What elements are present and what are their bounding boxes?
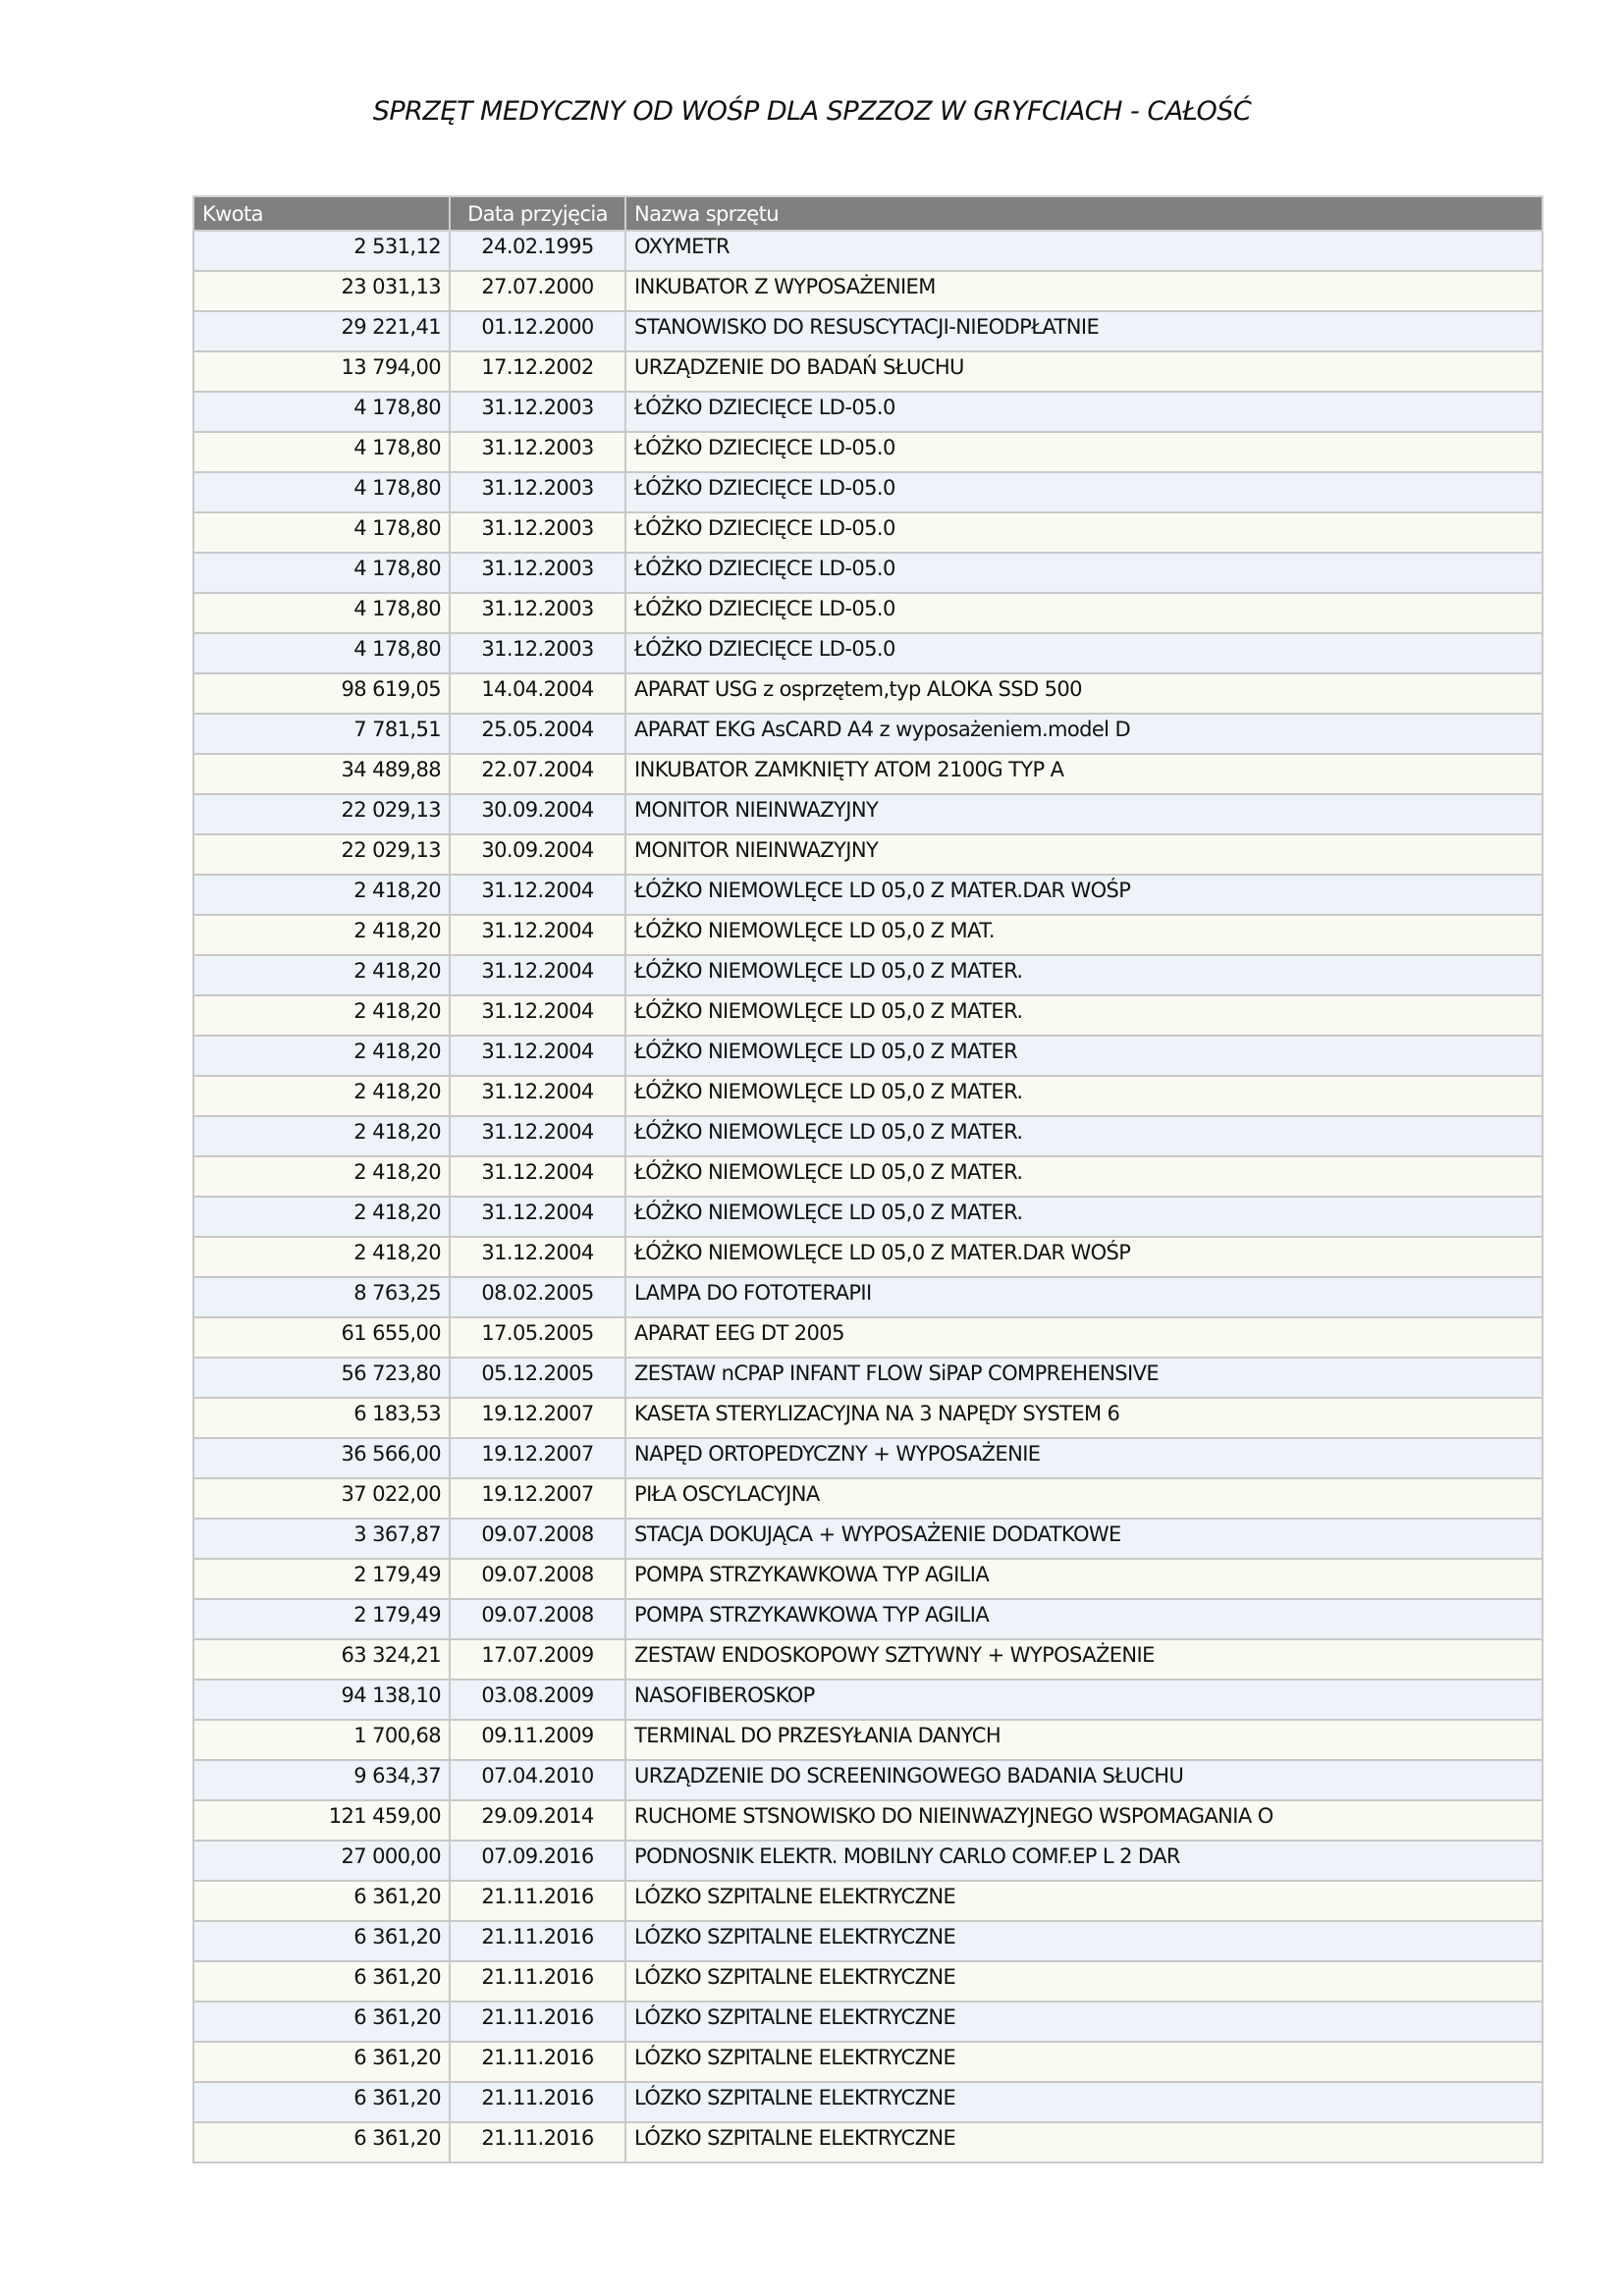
column-header-name: Nazwa sprzętu — [625, 196, 1543, 231]
cell-amount: 29 221,41 — [193, 311, 450, 351]
cell-equipment-name: ŁÓŻKO NIEMOWLĘCE LD 05,0 Z MATER.DAR WOŚP — [625, 875, 1543, 915]
cell-date: 31.12.2004 — [450, 875, 625, 915]
table-row — [193, 995, 1543, 1036]
cell-date: 09.07.2008 — [450, 1599, 625, 1639]
cell-date: 31.12.2004 — [450, 915, 625, 955]
cell-amount: 2 418,20 — [193, 1237, 450, 1277]
table-row — [193, 1519, 1543, 1559]
cell-date: 09.11.2009 — [450, 1720, 625, 1760]
cell-equipment-name: KASETA STERYLIZACYJNA NA 3 NAPĘDY SYSTEM 6 — [625, 1398, 1543, 1438]
cell-equipment-name: LÓZKO SZPITALNE ELEKTRYCZNE — [625, 1921, 1543, 1961]
cell-amount: 4 178,80 — [193, 472, 450, 512]
table-row — [193, 1841, 1543, 1881]
cell-amount: 2 179,49 — [193, 1559, 450, 1599]
cell-date: 30.09.2004 — [450, 794, 625, 834]
cell-date: 31.12.2004 — [450, 1197, 625, 1237]
cell-equipment-name: APARAT USG z osprzętem,typ ALOKA SSD 500 — [625, 673, 1543, 714]
cell-equipment-name: LÓZKO SZPITALNE ELEKTRYCZNE — [625, 2082, 1543, 2122]
table-row — [193, 2122, 1543, 2163]
table-row — [193, 1720, 1543, 1760]
cell-amount: 4 178,80 — [193, 512, 450, 553]
cell-amount: 4 178,80 — [193, 633, 450, 673]
cell-equipment-name: INKUBATOR ZAMKNIĘTY ATOM 2100G TYP A — [625, 754, 1543, 794]
cell-amount: 6 361,20 — [193, 2002, 450, 2042]
cell-date: 19.12.2007 — [450, 1438, 625, 1478]
cell-equipment-name: RUCHOME STSNOWISKO DO NIEINWAZYJNEGO WSPOMAGANIA O — [625, 1800, 1543, 1841]
cell-date: 21.11.2016 — [450, 1961, 625, 2002]
cell-equipment-name: ŁÓŻKO DZIECIĘCE LD-05.0 — [625, 633, 1543, 673]
cell-amount: 6 183,53 — [193, 1398, 450, 1438]
cell-amount: 36 566,00 — [193, 1438, 450, 1478]
cell-amount: 98 619,05 — [193, 673, 450, 714]
table-row — [193, 754, 1543, 794]
cell-amount: 4 178,80 — [193, 392, 450, 432]
table-row — [193, 1197, 1543, 1237]
cell-amount: 37 022,00 — [193, 1478, 450, 1519]
cell-date: 21.11.2016 — [450, 1881, 625, 1921]
cell-date: 09.07.2008 — [450, 1559, 625, 1599]
cell-amount: 2 418,20 — [193, 915, 450, 955]
cell-date: 31.12.2003 — [450, 472, 625, 512]
cell-amount: 8 763,25 — [193, 1277, 450, 1317]
cell-equipment-name: ŁÓŻKO NIEMOWLĘCE LD 05,0 Z MAT. — [625, 915, 1543, 955]
table-header-row — [193, 196, 1543, 231]
cell-date: 07.09.2016 — [450, 1841, 625, 1881]
cell-date: 21.11.2016 — [450, 2082, 625, 2122]
table-row — [193, 593, 1543, 633]
cell-date: 31.12.2004 — [450, 1036, 625, 1076]
table-row — [193, 1317, 1543, 1358]
table-row — [193, 1921, 1543, 1961]
cell-equipment-name: MONITOR NIEINWAZYJNY — [625, 834, 1543, 875]
table-row — [193, 955, 1543, 995]
cell-amount: 121 459,00 — [193, 1800, 450, 1841]
table-row — [193, 794, 1543, 834]
cell-equipment-name: NAPĘD ORTOPEDYCZNY + WYPOSAŻENIE — [625, 1438, 1543, 1478]
cell-amount: 7 781,51 — [193, 714, 450, 754]
cell-date: 31.12.2003 — [450, 553, 625, 593]
table-row — [193, 1277, 1543, 1317]
table-row — [193, 1076, 1543, 1116]
cell-date: 19.12.2007 — [450, 1478, 625, 1519]
cell-date: 19.12.2007 — [450, 1398, 625, 1438]
cell-date: 31.12.2003 — [450, 512, 625, 553]
table-row — [193, 1599, 1543, 1639]
table-row — [193, 1358, 1543, 1398]
table-row — [193, 1639, 1543, 1680]
cell-amount: 1 700,68 — [193, 1720, 450, 1760]
table-row — [193, 1478, 1543, 1519]
table-row — [193, 2042, 1543, 2082]
cell-equipment-name: LÓZKO SZPITALNE ELEKTRYCZNE — [625, 2122, 1543, 2163]
cell-equipment-name: POMPA STRZYKAWKOWA TYP AGILIA — [625, 1599, 1543, 1639]
cell-date: 08.02.2005 — [450, 1277, 625, 1317]
cell-date: 03.08.2009 — [450, 1680, 625, 1720]
cell-date: 07.04.2010 — [450, 1760, 625, 1800]
table-row — [193, 633, 1543, 673]
cell-amount: 2 418,20 — [193, 1197, 450, 1237]
cell-date: 31.12.2003 — [450, 633, 625, 673]
cell-equipment-name: ŁÓŻKO NIEMOWLĘCE LD 05,0 Z MATER. — [625, 1116, 1543, 1156]
table-row — [193, 1961, 1543, 2002]
cell-amount: 56 723,80 — [193, 1358, 450, 1398]
cell-amount: 6 361,20 — [193, 2082, 450, 2122]
cell-amount: 23 031,13 — [193, 271, 450, 311]
cell-equipment-name: INKUBATOR Z WYPOSAŻENIEM — [625, 271, 1543, 311]
cell-date: 31.12.2004 — [450, 1076, 625, 1116]
cell-equipment-name: LAMPA DO FOTOTERAPII — [625, 1277, 1543, 1317]
equipment-table — [192, 195, 1543, 2163]
cell-date: 25.05.2004 — [450, 714, 625, 754]
table-row — [193, 714, 1543, 754]
cell-equipment-name: ŁÓŻKO NIEMOWLĘCE LD 05,0 Z MATER — [625, 1036, 1543, 1076]
cell-equipment-name: ZESTAW ENDOSKOPOWY SZTYWNY + WYPOSAŻENIE — [625, 1639, 1543, 1680]
cell-amount: 4 178,80 — [193, 432, 450, 472]
table-row — [193, 1237, 1543, 1277]
cell-amount: 61 655,00 — [193, 1317, 450, 1358]
cell-equipment-name: ŁÓŻKO DZIECIĘCE LD-05.0 — [625, 392, 1543, 432]
cell-equipment-name: ŁÓŻKO NIEMOWLĘCE LD 05,0 Z MATER. — [625, 995, 1543, 1036]
cell-date: 14.04.2004 — [450, 673, 625, 714]
cell-date: 01.12.2000 — [450, 311, 625, 351]
cell-date: 31.12.2004 — [450, 955, 625, 995]
cell-amount: 2 418,20 — [193, 1156, 450, 1197]
table-row — [193, 351, 1543, 392]
table-row — [193, 231, 1543, 271]
cell-date: 31.12.2003 — [450, 432, 625, 472]
table-row — [193, 1800, 1543, 1841]
cell-equipment-name: APARAT EKG AsCARD A4 z wyposażeniem.model D — [625, 714, 1543, 754]
cell-amount: 4 178,80 — [193, 553, 450, 593]
table-row — [193, 1398, 1543, 1438]
cell-date: 31.12.2004 — [450, 1156, 625, 1197]
cell-equipment-name: ŁÓŻKO NIEMOWLĘCE LD 05,0 Z MATER. — [625, 1076, 1543, 1116]
cell-amount: 6 361,20 — [193, 1921, 450, 1961]
cell-amount: 9 634,37 — [193, 1760, 450, 1800]
table-row — [193, 834, 1543, 875]
cell-equipment-name: URZĄDZENIE DO BADAŃ SŁUCHU — [625, 351, 1543, 392]
cell-date: 31.12.2004 — [450, 1116, 625, 1156]
cell-amount: 34 489,88 — [193, 754, 450, 794]
cell-equipment-name: ZESTAW nCPAP INFANT FLOW SiPAP COMPREHENSIVE — [625, 1358, 1543, 1398]
cell-amount: 27 000,00 — [193, 1841, 450, 1881]
cell-equipment-name: ŁÓŻKO DZIECIĘCE LD-05.0 — [625, 472, 1543, 512]
cell-date: 31.12.2003 — [450, 392, 625, 432]
cell-date: 31.12.2003 — [450, 593, 625, 633]
cell-equipment-name: ŁÓŻKO DZIECIĘCE LD-05.0 — [625, 512, 1543, 553]
cell-date: 17.05.2005 — [450, 1317, 625, 1358]
cell-amount: 94 138,10 — [193, 1680, 450, 1720]
cell-equipment-name: APARAT EEG DT 2005 — [625, 1317, 1543, 1358]
cell-equipment-name: NASOFIBEROSKOP — [625, 1680, 1543, 1720]
table-row — [193, 271, 1543, 311]
cell-equipment-name: PODNOSNIK ELEKTR. MOBILNY CARLO COMF.EP L 2 DAR — [625, 1841, 1543, 1881]
table-row — [193, 432, 1543, 472]
cell-equipment-name: LÓZKO SZPITALNE ELEKTRYCZNE — [625, 2042, 1543, 2082]
cell-date: 17.07.2009 — [450, 1639, 625, 1680]
table-row — [193, 875, 1543, 915]
cell-equipment-name: STACJA DOKUJĄCA + WYPOSAŻENIE DODATKOWE — [625, 1519, 1543, 1559]
cell-amount: 2 418,20 — [193, 1076, 450, 1116]
table-row — [193, 1116, 1543, 1156]
cell-amount: 2 418,20 — [193, 955, 450, 995]
table-row — [193, 2082, 1543, 2122]
cell-date: 27.07.2000 — [450, 271, 625, 311]
cell-equipment-name: URZĄDZENIE DO SCREENINGOWEGO BADANIA SŁUCHU — [625, 1760, 1543, 1800]
cell-amount: 63 324,21 — [193, 1639, 450, 1680]
cell-amount: 22 029,13 — [193, 794, 450, 834]
table-row — [193, 915, 1543, 955]
cell-equipment-name: PIŁA OSCYLACYJNA — [625, 1478, 1543, 1519]
cell-amount: 2 418,20 — [193, 1116, 450, 1156]
cell-equipment-name: ŁÓŻKO DZIECIĘCE LD-05.0 — [625, 593, 1543, 633]
table-row — [193, 392, 1543, 432]
cell-date: 21.11.2016 — [450, 1921, 625, 1961]
cell-date: 09.07.2008 — [450, 1519, 625, 1559]
table-row — [193, 1438, 1543, 1478]
cell-equipment-name: ŁÓŻKO DZIECIĘCE LD-05.0 — [625, 553, 1543, 593]
cell-equipment-name: LÓZKO SZPITALNE ELEKTRYCZNE — [625, 1881, 1543, 1921]
table-row — [193, 1559, 1543, 1599]
cell-date: 24.02.1995 — [450, 231, 625, 271]
cell-equipment-name: OXYMETR — [625, 231, 1543, 271]
cell-date: 30.09.2004 — [450, 834, 625, 875]
cell-date: 21.11.2016 — [450, 2042, 625, 2082]
table-row — [193, 1156, 1543, 1197]
cell-date: 21.11.2016 — [450, 2122, 625, 2163]
table-row — [193, 1680, 1543, 1720]
cell-amount: 22 029,13 — [193, 834, 450, 875]
cell-amount: 6 361,20 — [193, 2042, 450, 2082]
table-row — [193, 553, 1543, 593]
cell-amount: 2 418,20 — [193, 875, 450, 915]
cell-date: 31.12.2004 — [450, 1237, 625, 1277]
cell-date: 29.09.2014 — [450, 1800, 625, 1841]
column-header-date: Data przyjęcia — [450, 196, 625, 231]
cell-amount: 4 178,80 — [193, 593, 450, 633]
cell-equipment-name: MONITOR NIEINWAZYJNY — [625, 794, 1543, 834]
table-row — [193, 1760, 1543, 1800]
cell-equipment-name: STANOWISKO DO RESUSCYTACJI-NIEODPŁATNIE — [625, 311, 1543, 351]
cell-date: 05.12.2005 — [450, 1358, 625, 1398]
document-title: SPRZĘT MEDYCZNY OD WOŚP DLA SPZZOZ W GRYFCIACH - CAŁOŚĆ — [372, 96, 1252, 127]
cell-equipment-name: ŁÓŻKO NIEMOWLĘCE LD 05,0 Z MATER. — [625, 1197, 1543, 1237]
cell-equipment-name: LÓZKO SZPITALNE ELEKTRYCZNE — [625, 1961, 1543, 2002]
table-row — [193, 512, 1543, 553]
cell-equipment-name: TERMINAL DO PRZESYŁANIA DANYCH — [625, 1720, 1543, 1760]
cell-amount: 2 179,49 — [193, 1599, 450, 1639]
cell-amount: 3 367,87 — [193, 1519, 450, 1559]
cell-date: 21.11.2016 — [450, 2002, 625, 2042]
cell-amount: 2 531,12 — [193, 231, 450, 271]
cell-date: 31.12.2004 — [450, 995, 625, 1036]
cell-date: 22.07.2004 — [450, 754, 625, 794]
table-row — [193, 1881, 1543, 1921]
cell-equipment-name: POMPA STRZYKAWKOWA TYP AGILIA — [625, 1559, 1543, 1599]
cell-equipment-name: LÓZKO SZPITALNE ELEKTRYCZNE — [625, 2002, 1543, 2042]
table-body — [193, 231, 1543, 2163]
cell-amount: 6 361,20 — [193, 2122, 450, 2163]
cell-equipment-name: ŁÓŻKO NIEMOWLĘCE LD 05,0 Z MATER. — [625, 1156, 1543, 1197]
cell-amount: 2 418,20 — [193, 995, 450, 1036]
table-row — [193, 2002, 1543, 2042]
cell-equipment-name: ŁÓŻKO NIEMOWLĘCE LD 05,0 Z MATER.DAR WOŚP — [625, 1237, 1543, 1277]
cell-amount: 6 361,20 — [193, 1961, 450, 2002]
cell-equipment-name: ŁÓŻKO DZIECIĘCE LD-05.0 — [625, 432, 1543, 472]
table-row — [193, 311, 1543, 351]
cell-date: 17.12.2002 — [450, 351, 625, 392]
cell-amount: 2 418,20 — [193, 1036, 450, 1076]
cell-equipment-name: ŁÓŻKO NIEMOWLĘCE LD 05,0 Z MATER. — [625, 955, 1543, 995]
cell-amount: 6 361,20 — [193, 1881, 450, 1921]
table-row — [193, 472, 1543, 512]
table-row — [193, 1036, 1543, 1076]
table-row — [193, 673, 1543, 714]
cell-amount: 13 794,00 — [193, 351, 450, 392]
column-header-amount: Kwota — [193, 196, 450, 231]
